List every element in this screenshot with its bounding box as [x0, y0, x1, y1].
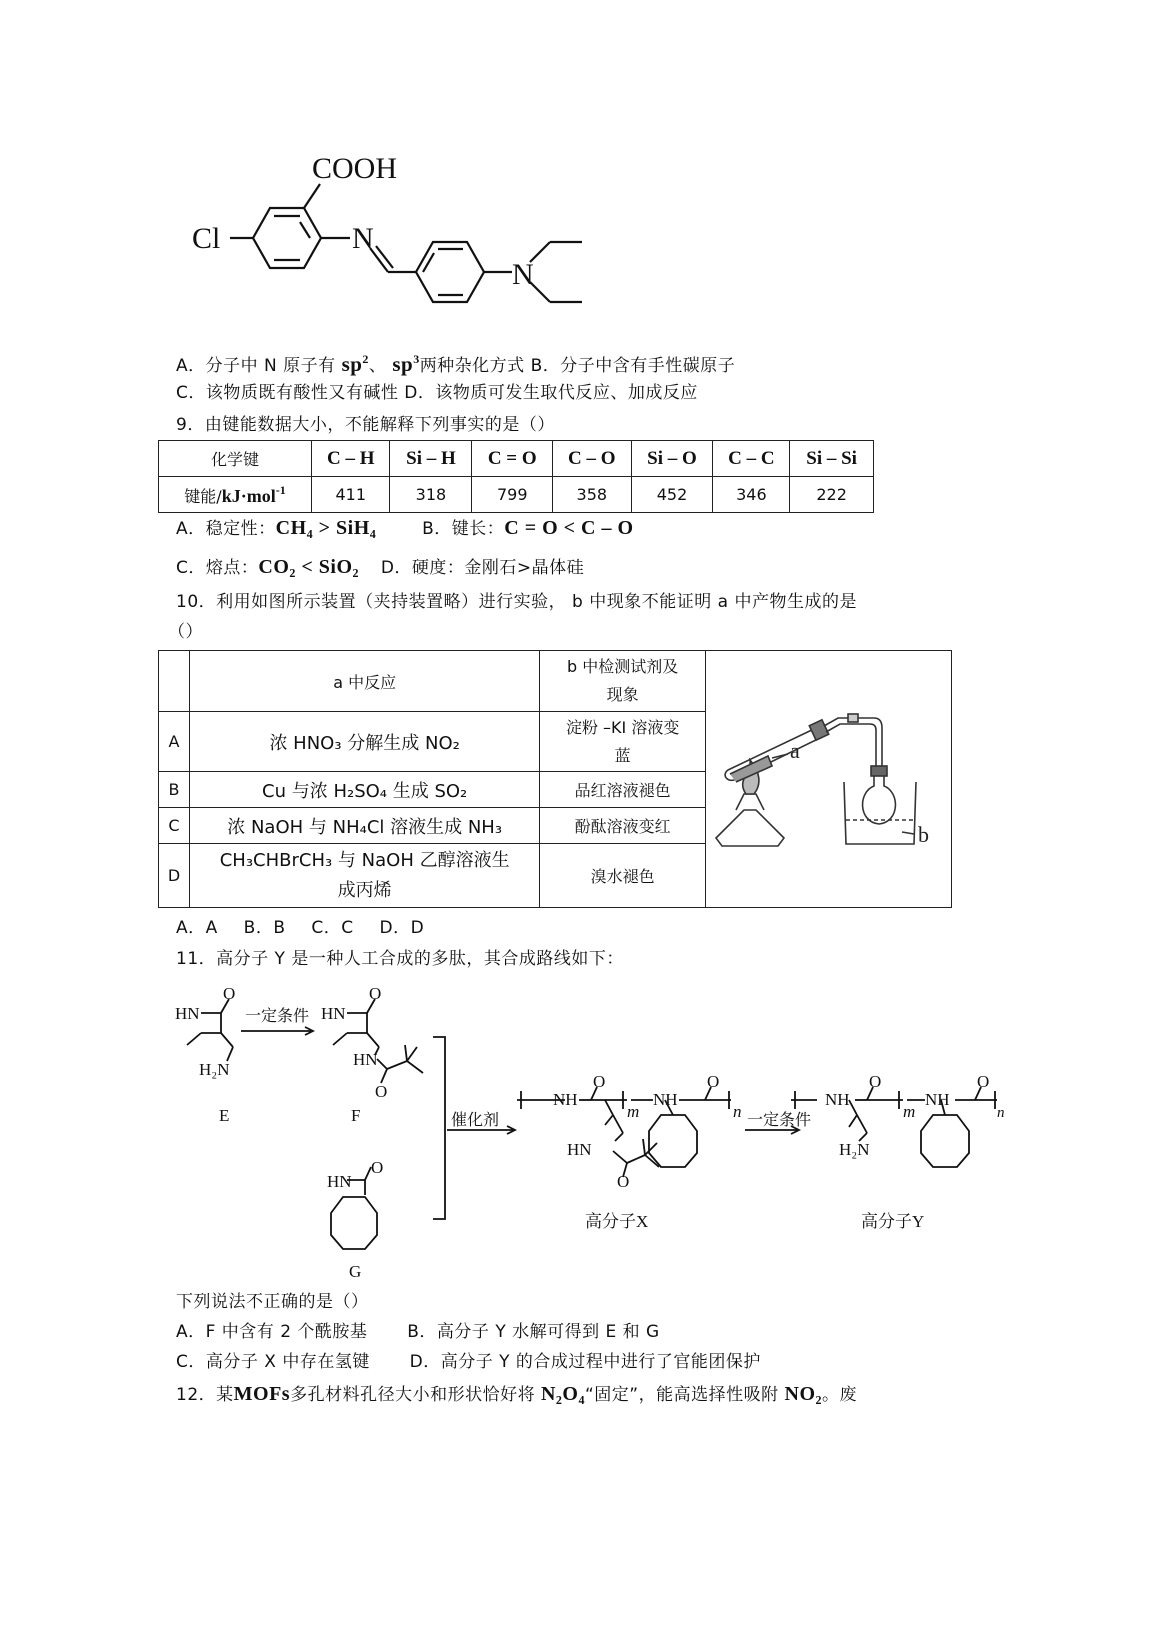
energy-value: 452 — [631, 477, 713, 513]
y-n: n — [997, 1105, 1005, 1121]
bond-header: C – O — [553, 441, 631, 477]
q12-stem: 12．某MOFs多孔材料孔径大小和形状恰好将 N₂O₄“固定”，能高选择性吸附 NO₂。废 — [176, 1383, 858, 1405]
sp3-formula: $sp^3$ — [392, 352, 420, 376]
energy-value: 358 — [553, 477, 631, 513]
f-o: O — [369, 984, 382, 1003]
row-key: B — [159, 772, 190, 808]
cond2: 一定条件 — [747, 1112, 812, 1129]
energy-value: 411 — [312, 477, 390, 513]
bond-header: Si – O — [631, 441, 713, 477]
f-o2: O — [375, 1082, 388, 1101]
e-h2n: H₂N — [199, 1060, 230, 1079]
x-o1: O — [593, 1072, 606, 1091]
q8-option-b: B．分子中含有手性碳原子 — [530, 356, 736, 376]
q8-option-c: C．该物质既有酸性又有碱性 — [176, 383, 399, 403]
x-nh2: NH — [653, 1090, 678, 1109]
q9-options-ab: A．稳定性：CH₄ > SiH₄ B．键长：C = O < C – O — [176, 517, 634, 539]
y-nh2: NH — [925, 1090, 950, 1109]
q8-option-a-post: 两种杂化方式 — [419, 356, 525, 376]
q8-options-cd — [176, 381, 698, 405]
label-x: 高分子X — [585, 1212, 649, 1231]
synthesis-route-diagram — [165, 975, 1005, 1285]
energy-value: 222 — [790, 477, 874, 513]
detect-d: 溴水褪色 — [540, 844, 706, 908]
q11-options-ab: A．F 中含有 2 个酰胺基 B．高分子 Y 水解可得到 E 和 G — [176, 1322, 660, 1342]
apparatus-cell — [705, 651, 951, 908]
y-m: m — [903, 1102, 916, 1121]
label-y: 高分子Y — [861, 1212, 925, 1231]
g-hn: HN — [327, 1172, 352, 1191]
cond1: 一定条件 — [245, 1008, 310, 1025]
q11-stem: 11．高分子 Y 是一种人工合成的多肽，其合成路线如下： — [176, 949, 624, 969]
x-m: m — [627, 1102, 640, 1121]
row-key: C — [159, 808, 190, 844]
energy-row-label: 键能/kJ·mol$^{-1}$ — [159, 477, 312, 513]
label-a: a — [790, 738, 801, 763]
e-hn: HN — [175, 1004, 200, 1023]
chlorine-label: Cl — [192, 222, 221, 255]
label-f: F — [351, 1106, 361, 1125]
q11-question: 下列说法不正确的是（） — [176, 1292, 369, 1312]
q9-formula-a: CH₄ > SiH₄ — [275, 517, 377, 539]
x-hn: HN — [567, 1140, 592, 1159]
amine-n-label: N — [512, 258, 534, 291]
reaction-d: CH₃CHBrCH₃ 与 NaOH 乙醇溶液生 成丙烯 — [189, 844, 539, 908]
q10-options: A．A B．B C．C D．D — [176, 918, 425, 938]
detect-a: 淀粉 –KI 溶液变 蓝 — [540, 712, 706, 772]
label-g: G — [349, 1262, 362, 1281]
reaction-c: 浓 NaOH 与 NH₄Cl 溶液生成 NH₃ — [189, 808, 539, 844]
f-hn2: HN — [353, 1050, 378, 1069]
q8-molecule-diagram — [190, 150, 590, 320]
detect-c: 酚酞溶液变红 — [540, 808, 706, 844]
y-h2n: H₂N — [839, 1140, 870, 1159]
sp2-formula: $sp^2$ — [341, 352, 369, 376]
bond-header: C – H — [312, 441, 390, 477]
q8-option-d: D．该物质可发生取代反应、加成反应 — [404, 383, 698, 403]
row-key: D — [159, 844, 190, 908]
x-nh1: NH — [553, 1090, 578, 1109]
bond-header: Si – Si — [790, 441, 874, 477]
bond-header: C = O — [472, 441, 553, 477]
cooh-label: COOH — [312, 152, 398, 185]
f-hn: HN — [321, 1004, 346, 1023]
q9-formula-b: C = O < C – O — [504, 517, 634, 539]
y-o1: O — [869, 1072, 882, 1091]
y-nh1: NH — [825, 1090, 850, 1109]
bond-header: C – C — [713, 441, 790, 477]
q10-stem-paren: （） — [168, 622, 203, 642]
q10-stem: 10．利用如图所示装置（夹持装置略）进行实验， b 中现象不能证明 a 中产物生成的是 — [176, 592, 857, 612]
catalyst-label: 催化剂 — [451, 1112, 500, 1129]
q8-options-ab: A．分子中 N 原子有 $sp^2$、 $sp^3$两种杂化方式 B．分子中含有手性碳原子 — [176, 352, 736, 376]
bond-header: Si – H — [390, 441, 472, 477]
reaction-b: Cu 与浓 H₂SO₄ 生成 SO₂ — [189, 772, 539, 808]
label-b: b — [918, 822, 930, 847]
g-o: O — [371, 1158, 384, 1177]
e-o: O — [223, 984, 236, 1003]
y-o2: O — [977, 1072, 990, 1091]
q9-formula-c: CO₂ < SiO₂ — [258, 556, 359, 578]
x-n: n — [733, 1102, 742, 1121]
reaction-a: 浓 HNO₃ 分解生成 NO₂ — [189, 712, 539, 772]
q9-stem: 9．由键能数据大小，不能解释下列事实的是（） — [176, 415, 555, 435]
col-header-a: a 中反应 — [189, 651, 539, 712]
q11-options-cd: C．高分子 X 中存在氢键 D．高分子 Y 的合成过程中进行了官能团保护 — [176, 1352, 761, 1372]
col-header-b: b 中检测试剂及 现象 — [540, 651, 706, 712]
bond-energy-table — [158, 440, 874, 513]
x-o3: O — [617, 1172, 630, 1191]
energy-value: 799 — [472, 477, 553, 513]
table-header-label: 化学键 — [159, 441, 312, 477]
apparatus-diagram — [708, 662, 948, 892]
row-key: A — [159, 712, 190, 772]
imine-n-label: N — [352, 222, 374, 255]
q9-options-cd: C．熔点：CO₂ < SiO₂ D．硬度：金刚石>晶体硅 — [176, 556, 585, 578]
label-e: E — [219, 1106, 230, 1125]
energy-value: 346 — [713, 477, 790, 513]
energy-value: 318 — [390, 477, 472, 513]
q8-option-a-text: A．分子中 N 原子有 — [176, 356, 336, 376]
x-o2: O — [707, 1072, 720, 1091]
experiment-table — [158, 650, 952, 908]
detect-b: 品红溶液褪色 — [540, 772, 706, 808]
